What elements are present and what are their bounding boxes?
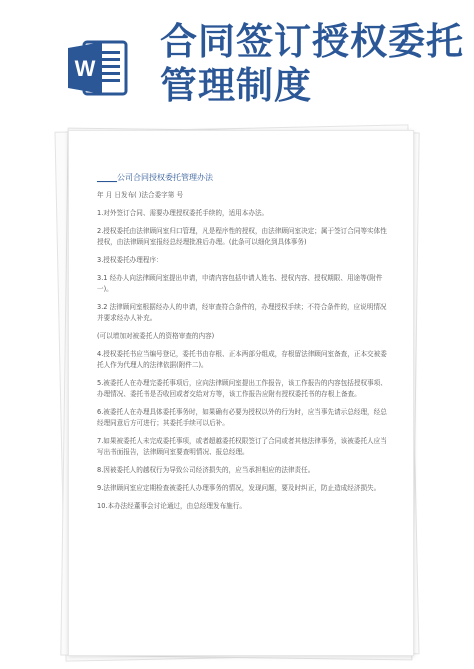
title-blank: _____ (97, 173, 117, 182)
paragraph-6: 6.被委托人在办理具体委托事务时，如果确有必要为授权以外的行为时，应当事先请示总经理，经总经理同意后方可进行；其委托手续可以后补。 (97, 408, 387, 427)
paragraph-9: 9.法律顾问室应定期检查被委托人办理事务的情况，发现问题，要及时纠正，防止造成经济损失。 (97, 484, 381, 492)
paragraph-3-1: 3.1 经办人向法律顾问室提出申请，申请内容包括申请人姓名、授权内容、授权期限、用途等(附件一)。 (97, 274, 383, 293)
paragraph-3-2: 3.2 法律顾问室根据经办人的申请，经审查符合条件的，办理授权手续；不符合条件的，应说明情况并要求经办人补充。 (97, 303, 387, 322)
document-meta: 年 月 日发布( )法合委字第 号 (97, 191, 184, 199)
title-text: 公司合同授权委托管理办法 (117, 173, 213, 182)
paragraph-7: 7.如果被委托人未完成委托事项，或者超越委托权限签订了合同或者其他法律事务，该被委托人应当写出书面报告，法律顾问室要查明情况、报总经理。 (97, 437, 387, 456)
banner-title (160, 20, 464, 108)
banner-title-line2: 管理制度 (160, 64, 312, 107)
document-body (97, 171, 389, 519)
paragraph-1: 1.对外签订合同、需要办理授权委托手续的，适用本办法。 (97, 209, 269, 217)
paragraph-note: (可以增加对被委托人的资格审查的内容) (97, 332, 215, 340)
paragraph-8: 8.因被委托人的越权行为导致公司经济损失的，应当承担相应的法律责任。 (97, 466, 315, 474)
paragraph-4: 4.授权委托书应当编号登记，委托书由存根、正本两部分组成，存根留法律顾问室备查，正本交被委托人作为代理人的法律依据(附件二)。 (97, 350, 387, 369)
banner-title-line1: 合同签订授权委托 (160, 20, 464, 63)
paragraph-10: 10.本办法经董事会讨论通过，由总经理发布施行。 (97, 502, 246, 510)
document-title (97, 171, 389, 185)
paragraph-3: 3.授权委托办理程序： (97, 256, 163, 264)
svg-text:W: W (74, 56, 96, 81)
document-page (68, 130, 414, 656)
banner (0, 0, 474, 128)
paragraph-2: 2.授权委托由法律顾问室归口管理，凡是程序性的授权，由法律顾问室决定；属于签订合同等实体性授权，由法律顾问室报经总经理批准后办理。(此条可以细化到具体事务) (97, 227, 387, 246)
word-icon (66, 36, 130, 100)
paragraph-5: 5.被委托人在办理完委托事项后，应向法律顾问室提出工作报告，该工作报告的内容包括授权事项、办理情况、委托书是否收回或者交给对方等，该工作报告应附有授权委托书的存根上备查。 (97, 379, 387, 398)
